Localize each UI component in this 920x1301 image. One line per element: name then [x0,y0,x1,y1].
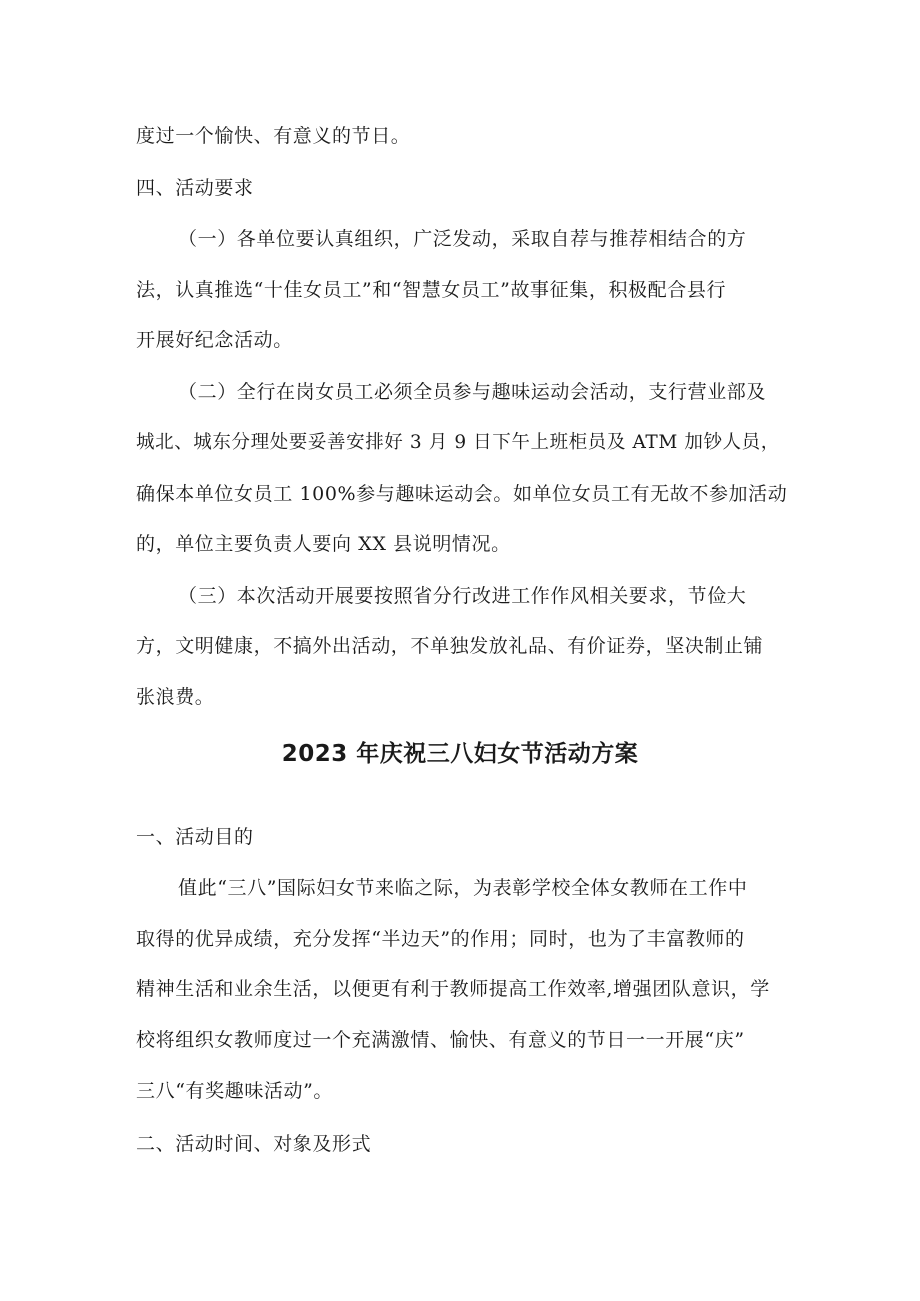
section-heading-time-target-form: 二、活动时间、对象及形式 [136,1133,372,1155]
paragraph-line: （一）各单位要认真组织，广泛发动，采取自荐与推荐相结合的方 [178,228,747,250]
paragraph-line: 开展好纪念活动。 [136,329,293,351]
paragraph-line: 三八“有奖趣味活动”。 [136,1080,334,1102]
document-title: 2023 年庆祝三八妇女节活动方案 [281,741,639,767]
section-heading-requirements: 四、活动要求 [136,177,254,199]
paragraph-line: 精神生活和业余生活，以便更有利于教师提高工作效率,增强团队意识，学 [136,978,770,1000]
paragraph-line: （三）本次活动开展要按照省分行改进工作作风相关要求，节俭大 [178,585,747,607]
paragraph-line: 取得的优异成绩，充分发挥“半边天”的作用；同时，也为了丰富教师的 [136,928,745,950]
section-heading-purpose: 一、活动目的 [136,826,254,848]
paragraph-line: 法，认真推选“十佳女员工”和“智慧女员工”故事征集，积极配合县行 [136,279,727,301]
paragraph-line: 城北、城东分理处要妥善安排好 3 月 9 日下午上班柜员及 ATM 加钞人员， [136,432,780,453]
continuation-line: 度过一个愉快、有意义的节日。 [136,125,411,147]
paragraph-line: （二）全行在岗女员工必须全员参与趣味运动会活动，支行营业部及 [178,381,767,403]
paragraph-line: 方，文明健康，不搞外出活动，不单独发放礼品、有价证券，坚决制止铺 [136,635,764,657]
paragraph-line: 张浪费。 [136,686,215,708]
paragraph-line: 的，单位主要负责人要向 XX 县说明情况。 [136,533,511,555]
paragraph-line: 值此“三八”国际妇女节来临之际，为表彰学校全体女教师在工作中 [178,877,748,899]
paragraph-line: 确保本单位女员工 100%参与趣味运动会。如单位女员工有无故不参加活动 [136,483,788,505]
paragraph-line: 校将组织女教师度过一个充满激情、愉快、有意义的节日一一开展“庆” [136,1029,745,1051]
